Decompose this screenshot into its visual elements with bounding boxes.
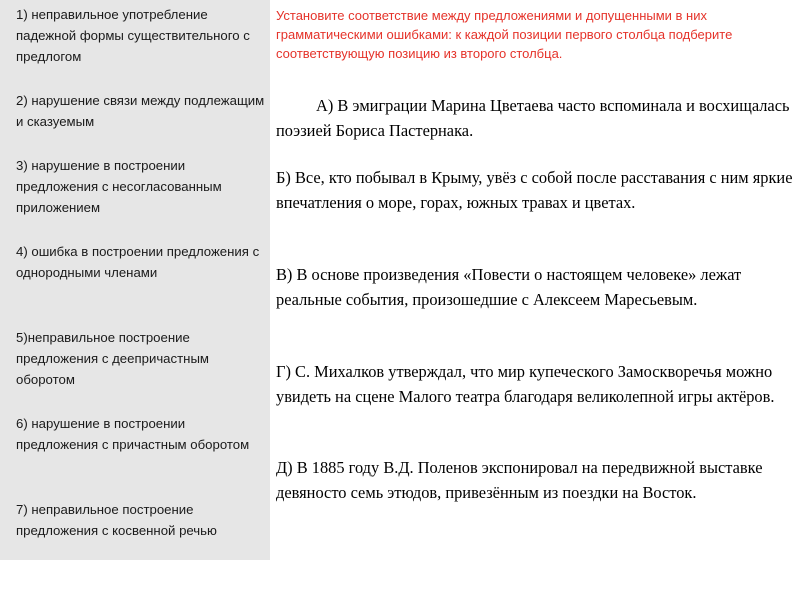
task-instruction: Установите соответствие между предложениями и допущенными в них грамматическими ошибками: к каждой позиции первого столбца подберите соответствующую позицию из второго столбца. [276,8,733,61]
error-item-5: 5)неправильное построение предложения с деепричастным оборотом [16,330,209,387]
sentence-v: В) В основе произведения «Повести о настоящем человеке» лежат реальные события, произошедшие с Алексеем Маресьевым. [276,265,742,309]
error-item-2: 2) нарушение связи между подлежащим и сказуемым [16,93,265,129]
sentence-d: Д) В 1885 году В.Д. Поленов экспонировал на передвижной выставке девяносто семь этюдов, привезённым из поездки на Восток. [276,458,763,502]
sentence-a: А) В эмиграции Марина Цветаева часто вспоминала и восхищалась поэзией Бориса Пастернака. [276,96,790,140]
error-item-4: 4) ошибка в построении предложения с однородными членами [16,244,260,280]
sentence-g: Г) С. Михалков утверждал, что мир купеческого Замоскворечья можно увидеть на сцене Малого театра благодаря великолепной игры актёров. [276,362,775,406]
error-item-7: 7) неправильное построение предложения с косвенной речью [16,502,217,538]
error-item-3: 3) нарушение в построении предложения с несогласованным приложением [16,158,222,215]
grammar-errors-column [0,0,270,560]
error-item-6: 6) нарушение в построении предложения с причастным оборотом [16,416,250,452]
error-item-1: 1) неправильное употребление падежной формы существительного с предлогом [16,7,250,64]
sentence-b: Б) Все, кто побывал в Крыму, увёз с собой после расставания с ним яркие впечатления о море, горах, южных травах и цветах. [276,168,793,212]
